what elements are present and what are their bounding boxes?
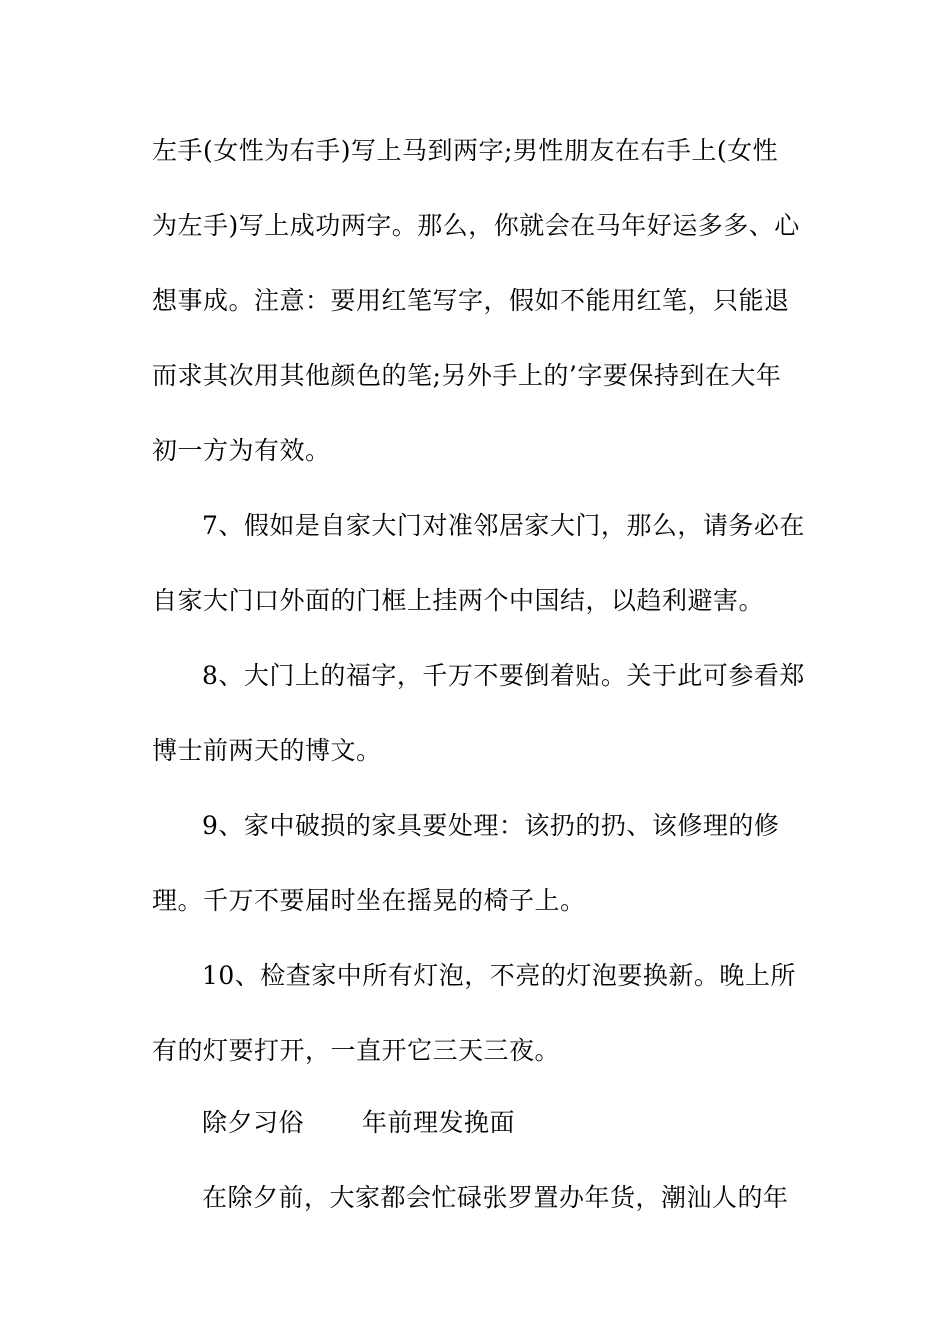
paragraph-start-line: 7、假如是自家大门对准邻居家大门，那么，请务必在 (202, 511, 805, 540)
text-line: 初一方为有效。 (152, 436, 331, 465)
paragraph-start-line: 9、家中破损的家具要处理：该扔的扔、该修理的修 (202, 811, 780, 840)
text-line: 理。千万不要届时坐在摇晃的椅子上。 (152, 886, 586, 915)
section-heading (202, 1108, 515, 1138)
text-line: 左手(女性为右手)写上马到两字;男性朋友在右手上(女性 (152, 136, 779, 165)
paragraph-start-line: 在除夕前，大家都会忙碌张罗置办年货，潮汕人的年 (202, 1183, 789, 1212)
text-line: 而求其次用其他颜色的笔;另外手上的’字要保持到在大年 (152, 361, 782, 390)
text-line: 为左手)写上成功两字。那么，你就会在马年好运多多、心 (152, 211, 800, 240)
text-line: 想事成。注意：要用红笔写字，假如不能用红笔，只能退 (152, 286, 790, 315)
text-line: 博士前两天的博文。 (152, 736, 382, 765)
paragraph-start-line: 8、大门上的福字，千万不要倒着贴。关于此可参看郑 (202, 661, 805, 690)
text-line: 有的灯要打开，一直开它三天三夜。 (152, 1036, 561, 1065)
text-line: 自家大门口外面的门框上挂两个中国结，以趋利避害。 (152, 586, 765, 615)
heading-right: 年前理发挽面 (362, 1108, 516, 1137)
paragraph-start-line: 10、检查家中所有灯泡，不亮的灯泡要换新。晚上所 (202, 961, 796, 990)
heading-left: 除夕习俗 (202, 1108, 305, 1137)
